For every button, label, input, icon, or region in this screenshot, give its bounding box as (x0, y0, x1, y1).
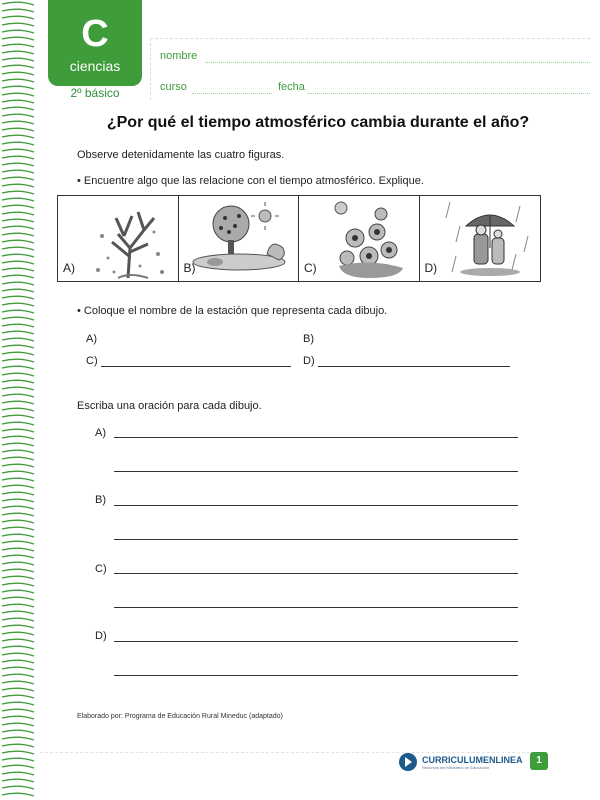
spiral-coil (2, 387, 34, 390)
page-number: 1 (530, 752, 548, 770)
spiral-coil (2, 100, 34, 103)
subject-badge (48, 0, 142, 86)
spiral-coil (2, 688, 34, 691)
spiral-coil (2, 751, 34, 754)
season-label-d: D) (303, 355, 315, 367)
spiral-coil (2, 289, 34, 292)
season-label-a: A) (86, 333, 97, 345)
spiral-coil (2, 520, 34, 523)
spiral-coil (2, 51, 34, 54)
spiral-coil (2, 184, 34, 187)
spiral-coil (2, 478, 34, 481)
figure-panel-d (420, 196, 541, 281)
spiral-coil (2, 793, 34, 796)
figures-strip (57, 195, 541, 282)
spiral-coil (2, 737, 34, 740)
spiral-coil (2, 772, 34, 775)
spiral-coil (2, 254, 34, 257)
spiral-coil (2, 65, 34, 68)
spiral-coil (2, 247, 34, 250)
spiral-coil (2, 212, 34, 215)
name-field[interactable] (205, 62, 590, 63)
season-answer-line-c[interactable] (101, 366, 291, 367)
spiral-coil (2, 527, 34, 530)
sentence-label-c: C) (95, 563, 107, 575)
umbrella-rain-icon (420, 196, 541, 281)
spiral-coil (2, 604, 34, 607)
spiral-coil (2, 324, 34, 327)
subject-name: ciencias (69, 58, 121, 74)
grade-label: 2º básico (70, 86, 120, 100)
spiral-coil (2, 16, 34, 19)
sentence-line-b-2[interactable] (114, 539, 518, 540)
season-answer-line-d[interactable] (318, 366, 510, 367)
instruction-season: • Coloque el nombre de la estación que representa cada dibujo. (77, 305, 387, 317)
sentence-line-d-1[interactable] (114, 641, 518, 642)
spiral-coil (2, 135, 34, 138)
spiral-coil (2, 464, 34, 467)
spiral-coil (2, 345, 34, 348)
course-field[interactable] (192, 93, 272, 94)
figure-label-d: D) (424, 261, 438, 275)
spiral-coil (2, 681, 34, 684)
date-field[interactable] (308, 93, 590, 94)
spiral-coil (2, 72, 34, 75)
sentence-line-a-1[interactable] (114, 437, 518, 438)
spiral-coil (2, 408, 34, 411)
spiral-coil (2, 226, 34, 229)
spiral-coil (2, 548, 34, 551)
subject-logo-letter: C (81, 13, 109, 55)
spiral-coil (2, 646, 34, 649)
season-label-b: B) (303, 333, 314, 345)
spiral-coil (2, 373, 34, 376)
spiral-coil (2, 744, 34, 747)
spiral-coil (2, 296, 34, 299)
spiral-coil (2, 9, 34, 12)
figure-panel-a (58, 196, 179, 281)
spiral-coil (2, 562, 34, 565)
spiral-coil (2, 555, 34, 558)
spiral-coil (2, 541, 34, 544)
sentence-label-d: D) (95, 630, 107, 642)
spiral-coil (2, 506, 34, 509)
spiral-coil (2, 107, 34, 110)
spiral-coil (2, 597, 34, 600)
spiral-coil (2, 2, 34, 5)
curriculum-logo (398, 752, 523, 772)
spiral-coil (2, 380, 34, 383)
header-divider (150, 38, 590, 39)
spiral-coil (2, 394, 34, 397)
spiral-coil (2, 156, 34, 159)
spiral-coil (2, 667, 34, 670)
spiral-coil (2, 436, 34, 439)
sentence-line-c-2[interactable] (114, 607, 518, 608)
figure-panel-b (179, 196, 300, 281)
spiral-coil (2, 674, 34, 677)
spiral-coil (2, 415, 34, 418)
spiral-coil (2, 492, 34, 495)
header-divider-vertical (150, 38, 151, 100)
spiral-coil (2, 142, 34, 145)
spiral-coil (2, 702, 34, 705)
spiral-coil (2, 317, 34, 320)
spiral-coil (2, 163, 34, 166)
figure-label-b: B) (183, 261, 196, 275)
figure-panel-c (299, 196, 420, 281)
spiral-coil (2, 240, 34, 243)
spiral-coil (2, 632, 34, 635)
sentence-label-b: B) (95, 494, 106, 506)
spiral-coil (2, 569, 34, 572)
spiral-coil (2, 37, 34, 40)
spiral-coil (2, 429, 34, 432)
spiral-coil (2, 723, 34, 726)
spiral-coil (2, 716, 34, 719)
sentence-line-c-1[interactable] (114, 573, 518, 574)
instruction-relate: • Encuentre algo que las relacione con el tiempo atmosférico. Explique. (77, 175, 424, 187)
spiral-coil (2, 611, 34, 614)
spiral-coil (2, 765, 34, 768)
spiral-coil (2, 331, 34, 334)
spiral-coil (2, 457, 34, 460)
sentence-line-a-2[interactable] (114, 471, 518, 472)
spiral-coil (2, 590, 34, 593)
spiral-coil (2, 618, 34, 621)
spiral-coil (2, 310, 34, 313)
spiral-coil (2, 282, 34, 285)
fruit-tree-icon (179, 196, 300, 281)
spiral-coil (2, 261, 34, 264)
spiral-coil (2, 583, 34, 586)
spiral-coil (2, 233, 34, 236)
spiral-coil (2, 450, 34, 453)
spiral-coil (2, 177, 34, 180)
sentence-line-b-1[interactable] (114, 505, 518, 506)
spiral-coil (2, 786, 34, 789)
spiral-coil (2, 639, 34, 642)
spiral-coil (2, 170, 34, 173)
spiral-coil (2, 401, 34, 404)
logo-tagline: Recursos del Ministerio de Educación (422, 764, 489, 770)
spiral-coil (2, 625, 34, 628)
spiral-coil (2, 338, 34, 341)
spiral-coil (2, 709, 34, 712)
spiral-coil (2, 93, 34, 96)
instruction-sentence: Escriba una oración para cada dibujo. (77, 400, 262, 412)
flowers-icon (299, 196, 420, 281)
spiral-coil (2, 422, 34, 425)
spiral-coil (2, 58, 34, 61)
spiral-coil (2, 23, 34, 26)
spiral-coil (2, 268, 34, 271)
spiral-coil (2, 86, 34, 89)
spiral-coil (2, 499, 34, 502)
spiral-coil (2, 485, 34, 488)
spiral-coil (2, 275, 34, 278)
sentence-label-a: A) (95, 427, 106, 439)
spiral-coil (2, 219, 34, 222)
spiral-coil (2, 352, 34, 355)
spiral-coil (2, 471, 34, 474)
spiral-coil (2, 779, 34, 782)
spiral-coil (2, 205, 34, 208)
spiral-coil (2, 513, 34, 516)
spiral-coil (2, 44, 34, 47)
season-label-c: C) (86, 355, 98, 367)
spiral-coil (2, 359, 34, 362)
credit-text: Elaborado por: Programa de Educación Rural Mineduc (adaptado) (77, 713, 283, 720)
spiral-coil (2, 443, 34, 446)
name-label: nombre (160, 50, 198, 62)
spiral-coil (2, 730, 34, 733)
bare-tree-icon (58, 196, 179, 281)
spiral-coil (2, 149, 34, 152)
figure-label-c: C) (304, 261, 317, 275)
spiral-coil (2, 79, 34, 82)
course-label: curso (160, 81, 187, 93)
curriculum-logo-icon (398, 752, 418, 772)
spiral-coil (2, 30, 34, 33)
page-title: ¿Por qué el tiempo atmosférico cambia durante el año? (106, 114, 530, 131)
spiral-coil (2, 695, 34, 698)
figure-label-a: A) (63, 261, 75, 275)
sentence-line-d-2[interactable] (114, 675, 518, 676)
instruction-observe: Observe detenidamente las cuatro figuras. (77, 149, 285, 161)
spiral-coil (2, 576, 34, 579)
date-label: fecha (278, 81, 305, 93)
spiral-coil (2, 660, 34, 663)
spiral-coil (2, 198, 34, 201)
spiral-coil (2, 366, 34, 369)
spiral-coil (2, 191, 34, 194)
spiral-coil (2, 653, 34, 656)
spiral-coil (2, 758, 34, 761)
spiral-coil (2, 303, 34, 306)
spiral-coil (2, 534, 34, 537)
logo-name: CURRICULUMENLINEA (422, 754, 523, 765)
